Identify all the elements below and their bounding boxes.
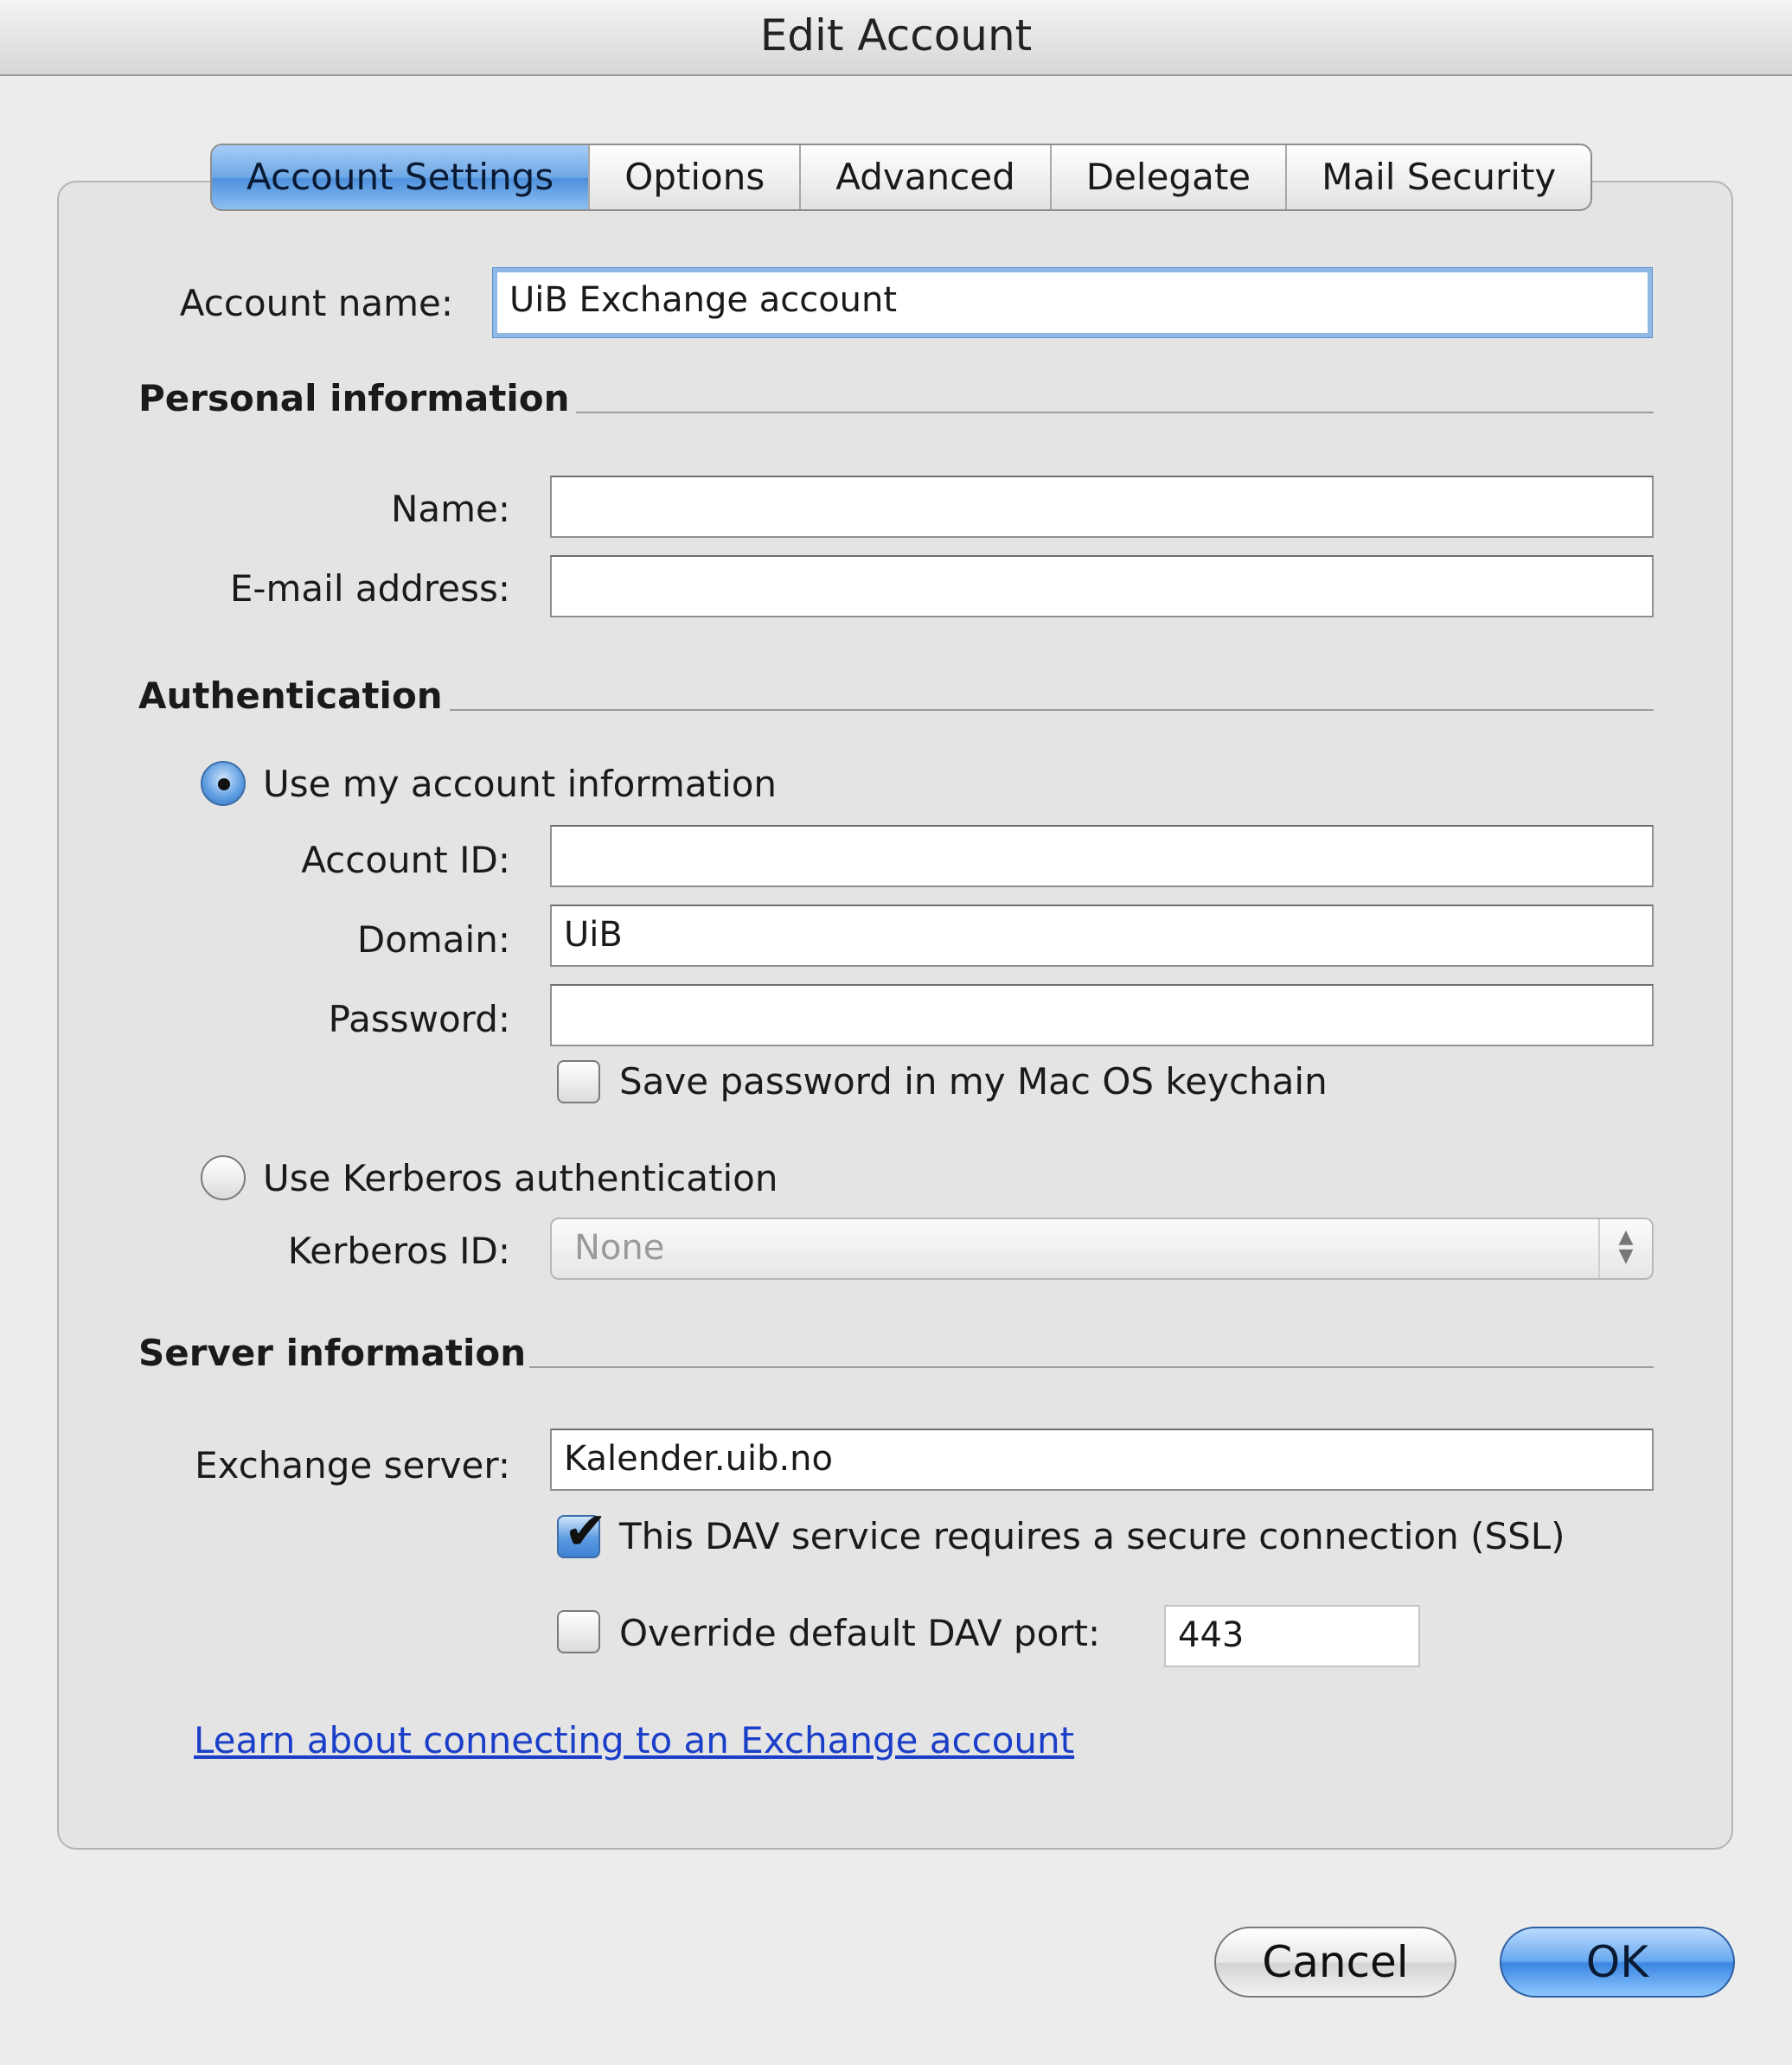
- use-kerberos-label[interactable]: Use Kerberos authentication: [263, 1157, 778, 1199]
- tab-mail-security[interactable]: Mail Security: [1322, 156, 1557, 198]
- save-password-keychain-label[interactable]: Save password in my Mac OS keychain: [619, 1060, 1328, 1103]
- override-dav-port-label[interactable]: Override default DAV port:: [619, 1612, 1101, 1654]
- tab-account-settings[interactable]: Account Settings: [212, 145, 590, 209]
- domain-label: Domain:: [356, 918, 510, 961]
- exchange-help-link[interactable]: Learn about connecting to an Exchange account: [194, 1719, 1075, 1761]
- save-password-keychain-checkbox[interactable]: [557, 1060, 600, 1103]
- ssl-label[interactable]: This DAV service requires a secure connection (SSL): [619, 1515, 1565, 1557]
- kerberos-id-popup[interactable]: [550, 1218, 1654, 1280]
- ssl-checkbox[interactable]: [557, 1501, 608, 1562]
- email-address-label: E-mail address:: [229, 567, 510, 610]
- kerberos-id-value: None: [574, 1228, 665, 1268]
- account-id-label: Account ID:: [301, 839, 510, 881]
- exchange-server-label: Exchange server:: [195, 1444, 510, 1486]
- name-label: Name:: [390, 488, 510, 530]
- tab-advanced[interactable]: Advanced: [801, 145, 1051, 209]
- authentication-divider: [450, 709, 1654, 711]
- personal-information-heading: Personal information: [138, 377, 570, 419]
- title-bar: [0, 0, 1792, 76]
- override-dav-port-checkbox[interactable]: [557, 1610, 600, 1653]
- cancel-button[interactable]: Cancel: [1214, 1927, 1456, 1998]
- server-information-divider: [529, 1366, 1654, 1368]
- radio-dot-icon: [218, 778, 230, 790]
- checkmark-icon: ✔: [564, 1501, 608, 1562]
- password-label: Password:: [328, 998, 510, 1040]
- window-title: Edit Account: [759, 10, 1033, 61]
- use-account-info-label[interactable]: Use my account information: [263, 763, 778, 805]
- password-field[interactable]: [550, 984, 1654, 1046]
- name-field[interactable]: [550, 476, 1654, 538]
- account-id-field[interactable]: [550, 825, 1654, 887]
- personal-information-divider: [576, 412, 1654, 413]
- exchange-server-field[interactable]: Kalender.uib.no: [550, 1429, 1654, 1491]
- use-account-info-radio[interactable]: [201, 761, 246, 806]
- tab-delegate[interactable]: Delegate: [1052, 145, 1287, 209]
- kerberos-id-label: Kerberos ID:: [287, 1230, 510, 1272]
- use-kerberos-radio[interactable]: [201, 1155, 246, 1200]
- tab-bar: [210, 144, 1592, 211]
- domain-field[interactable]: UiB: [550, 905, 1654, 967]
- account-name-field[interactable]: UiB Exchange account: [493, 268, 1652, 337]
- email-address-field[interactable]: [550, 555, 1654, 617]
- ok-button[interactable]: OK: [1500, 1927, 1735, 1998]
- server-information-heading: Server information: [138, 1332, 527, 1374]
- authentication-heading: Authentication: [138, 674, 443, 717]
- account-name-label: Account name:: [179, 282, 453, 324]
- dav-port-field[interactable]: 443: [1164, 1605, 1420, 1667]
- tab-options[interactable]: Options: [590, 145, 801, 209]
- popup-arrows-icon: ▲ ▼: [1598, 1219, 1652, 1278]
